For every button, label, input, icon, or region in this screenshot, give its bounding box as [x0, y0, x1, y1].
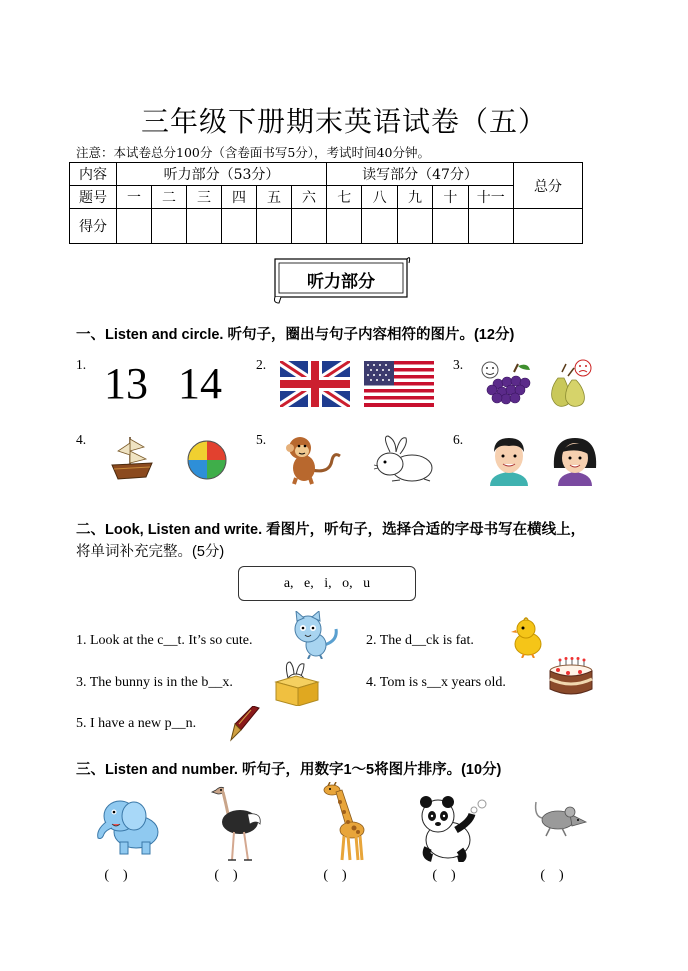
- item-number: 4.: [76, 432, 87, 447]
- score-cell[interactable]: [327, 209, 362, 244]
- answer-paren[interactable]: ( ): [540, 868, 564, 883]
- sentence-4: 4. Tom is s__x years old.: [366, 675, 506, 690]
- total-score-header: 总分: [514, 163, 583, 209]
- elephant-icon[interactable]: [90, 794, 164, 858]
- sentence-2: 2. The d__ck is fat.: [366, 633, 474, 648]
- mouse-icon[interactable]: [532, 796, 592, 840]
- answer-paren[interactable]: ( ): [214, 868, 238, 883]
- panda-icon[interactable]: [416, 794, 488, 862]
- birthday-cake-icon[interactable]: [548, 657, 594, 697]
- number-13[interactable]: 13: [104, 359, 148, 408]
- ball-icon[interactable]: [185, 438, 229, 482]
- q2-heading-cont: 将单词补充完整。(5分): [76, 544, 225, 560]
- woman-face-icon[interactable]: [552, 434, 598, 486]
- us-flag-icon[interactable]: [364, 361, 434, 407]
- reading-part-header: 读写部分（47分）: [327, 163, 514, 186]
- sentence-5: 5. I have a new p__n.: [76, 716, 197, 731]
- question-number: 二: [152, 186, 187, 209]
- sentence-3: 3. The bunny is in the b__x.: [76, 675, 233, 690]
- grapes-icon[interactable]: [478, 358, 538, 408]
- q3-heading: 三、Listen and number. 听句子，用数字1～5将图片排序。(10分): [76, 762, 502, 778]
- chick-icon[interactable]: [510, 616, 546, 658]
- score-cell[interactable]: [433, 209, 468, 244]
- uk-flag-icon[interactable]: [280, 361, 350, 407]
- cat-icon[interactable]: [288, 611, 340, 659]
- question-number: 一: [117, 186, 152, 209]
- ship-icon[interactable]: [106, 433, 156, 483]
- q2-heading: 二、Look, Listen and write. 看图片，听句子，选择合适的字母书写在横线上，: [76, 522, 586, 538]
- score-table: [69, 162, 583, 244]
- monkey-icon[interactable]: [282, 434, 342, 486]
- fountain-pen-icon[interactable]: [229, 706, 263, 742]
- ostrich-icon[interactable]: [210, 784, 264, 862]
- listening-section-badge: [271, 257, 411, 299]
- score-cell[interactable]: [117, 209, 152, 244]
- section-badge-label: 听力部分: [307, 272, 375, 292]
- score-cell[interactable]: [292, 209, 327, 244]
- item-number: 2.: [256, 357, 267, 372]
- man-face-icon[interactable]: [486, 434, 532, 486]
- item-number: 1.: [76, 357, 87, 372]
- question-number: 九: [397, 186, 432, 209]
- listening-part-header: 听力部分（53分）: [117, 163, 327, 186]
- page-title: 三年级下册期末英语试卷（五）: [140, 105, 547, 138]
- item-number: 3.: [453, 357, 464, 372]
- question-number: 五: [257, 186, 292, 209]
- answer-paren[interactable]: ( ): [104, 868, 128, 883]
- score-cell[interactable]: [397, 209, 432, 244]
- q1-heading: 一、Listen and circle. 听句子，圈出与句子内容相符的图片。(12分): [76, 327, 515, 343]
- question-number: 三: [187, 186, 222, 209]
- question-number-label: 题号: [70, 186, 117, 209]
- question-number: 十一: [468, 186, 514, 209]
- score-cell[interactable]: [222, 209, 257, 244]
- score-cell[interactable]: [187, 209, 222, 244]
- question-number: 四: [222, 186, 257, 209]
- score-label: 得分: [70, 209, 117, 244]
- answer-paren[interactable]: ( ): [323, 868, 347, 883]
- score-cell[interactable]: [152, 209, 187, 244]
- score-cell[interactable]: [257, 209, 292, 244]
- question-number: 十: [433, 186, 468, 209]
- letter-choices-box: [238, 566, 416, 601]
- box-with-bunny-icon[interactable]: [272, 660, 322, 706]
- answer-paren[interactable]: ( ): [432, 868, 456, 883]
- sentence-1: 1. Look at the c__t. It’s so cute.: [76, 633, 253, 648]
- question-number: 六: [292, 186, 327, 209]
- number-14[interactable]: 14: [178, 359, 222, 408]
- pears-icon[interactable]: [546, 358, 598, 408]
- item-number: 5.: [256, 432, 267, 447]
- letter-choices: a, e, i, o, u: [283, 576, 371, 591]
- score-cell[interactable]: [362, 209, 397, 244]
- exam-notice: 注意：本试卷总分100分（含卷面书写5分），考试时间40分钟。: [76, 145, 430, 160]
- content-label: 内容: [70, 163, 117, 186]
- score-cell[interactable]: [468, 209, 514, 244]
- rabbit-icon[interactable]: [370, 434, 436, 484]
- score-cell[interactable]: [514, 209, 583, 244]
- giraffe-icon[interactable]: [320, 782, 370, 862]
- item-number: 6.: [453, 432, 464, 447]
- question-number: 七: [327, 186, 362, 209]
- question-number: 八: [362, 186, 397, 209]
